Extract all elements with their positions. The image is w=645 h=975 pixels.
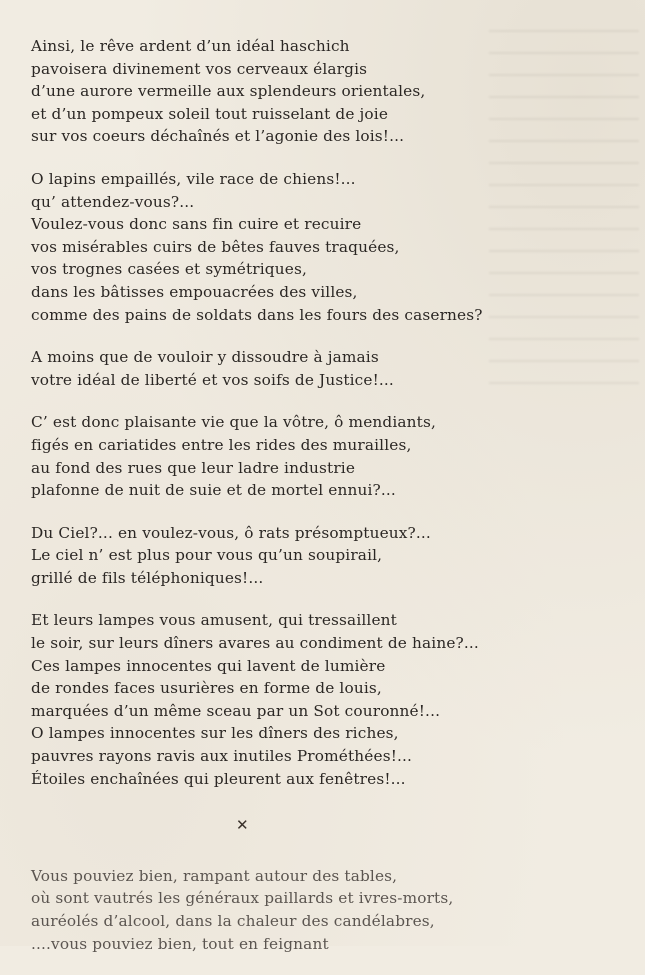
poem-line: pauvres rayons ravis aux inutiles Prométhées!... [31,747,413,766]
poem-line: le soir, sur leurs dîners avares au condiment de haine?... [31,634,479,653]
poem-line: où sont vautrés les généraux paillards et ivres-morts, [31,889,454,908]
poem-line: au fond des rues que leur ladre industrie [31,458,356,477]
poem-line: vos trognes casées et symétriques, [31,260,307,279]
poem-line: vos misérables cuirs de bêtes fauves traquées, [31,237,400,256]
poem-line: Et leurs lampes vous amusent, qui tressaillent [31,611,397,630]
poem-line: qu’ attendez-vous?... [31,192,195,211]
section-ornament-icon: ✕ [236,816,249,835]
poem-line: plafonne de nuit de suie et de mortel ennui?... [31,481,396,500]
poem-line: A moins que de vouloir y dissoudre à jamais [31,348,379,367]
poem-line: O lapins empaillés, vile race de chiens!... [31,169,356,188]
poem-line: pavoisera divinement vos cerveaux élargis [31,59,368,78]
poem-line: Ces lampes innocentes qui lavent de lumière [31,656,386,675]
poem-line: auréolés d’alcool, dans la chaleur des candélabres, [31,912,435,930]
poem-line: Étoiles enchaînées qui pleurent aux fenêtres!... [31,769,406,788]
stanza-1 [31,35,631,148]
poem-line: ....vous pouviez bien, tout en feignant [31,934,329,953]
poem-line: Le ciel n’ est plus pour vous qu’un soupirail, [31,546,383,565]
poem-line: Du Ciel?... en voulez-vous, ô rats présomptueux?... [31,523,431,542]
poem-line: votre idéal de liberté et vos soifs de Justice!... [31,370,394,389]
stanza-2 [31,168,631,326]
poem-line: et d’un pompeux soleil tout ruisselant de joie [31,104,389,123]
poem-line: figés en cariatides entre les rides des murailles, [31,435,412,454]
poem-line: comme des pains de soldats dans les fours des casernes? [31,305,483,324]
poem-line: Voulez-vous donc sans fin cuire et recuire [31,215,362,234]
poem-line: grillé de fils téléphoniques!... [31,568,264,587]
poem-line: d’une aurore vermeille aux splendeurs orientales, [31,82,426,101]
stanza-6 [31,609,631,790]
poem-line: sur vos coeurs déchaînés et l’agonie des lois!... [31,127,405,146]
poem-line: C’ est donc plaisante vie que la vôtre, ô mendiants, [31,413,436,432]
poem-line: Vous pouviez bien, rampant autour des tables, [31,866,398,885]
poem-line: Ainsi, le rêve ardent d’un idéal haschich [31,37,350,55]
poem-line: dans les bâtisses empouacrées des villes, [31,282,358,301]
stanza-7 [31,865,631,955]
stanza-4 [31,411,631,501]
poem-line: de rondes faces usurières en forme de louis, [31,679,382,698]
stanza-3 [31,346,631,391]
poem-line: O lampes innocentes sur les dîners des riches, [31,724,399,743]
poem-text [31,35,631,975]
poem-line: marquées d’un même sceau par un Sot couronné!... [31,701,441,720]
stanza-5 [31,522,631,590]
